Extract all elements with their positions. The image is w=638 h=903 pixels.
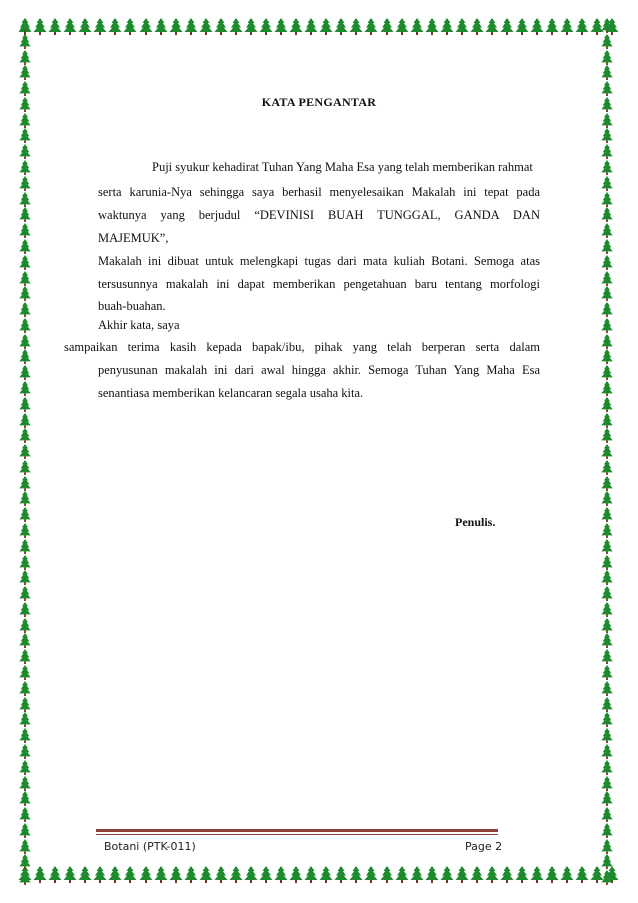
pine-tree-icon xyxy=(470,866,484,883)
pine-tree-icon xyxy=(600,776,614,791)
paragraph-line: waktunya yang berjudul “DEVINISI BUAH TUNGGAL, GANDA DAN xyxy=(98,208,540,222)
pine-tree-icon xyxy=(123,18,137,35)
pine-tree-icon xyxy=(600,854,614,869)
pine-tree-icon xyxy=(600,602,614,617)
pine-tree-icon xyxy=(600,460,614,475)
pine-tree-icon xyxy=(600,381,614,396)
pine-tree-icon xyxy=(18,144,32,159)
pine-tree-icon xyxy=(259,18,273,35)
pine-tree-icon xyxy=(575,18,589,35)
pine-tree-icon xyxy=(600,34,614,49)
footer-rule xyxy=(96,829,498,832)
pine-tree-icon xyxy=(18,18,32,33)
pine-tree-icon xyxy=(600,50,614,65)
pine-tree-icon xyxy=(18,523,32,538)
pine-tree-icon xyxy=(380,866,394,883)
pine-tree-icon xyxy=(18,128,32,143)
pine-tree-icon xyxy=(18,365,32,380)
pine-tree-icon xyxy=(93,866,107,883)
pine-tree-icon xyxy=(600,239,614,254)
pine-tree-icon xyxy=(600,318,614,333)
footer-rule-thin xyxy=(96,834,498,835)
pine-tree-icon xyxy=(18,618,32,633)
pine-tree-icon xyxy=(169,18,183,35)
paragraph-line: Akhir kata, saya xyxy=(98,318,180,332)
pine-tree-icon xyxy=(18,476,32,491)
pine-tree-icon xyxy=(18,586,32,601)
pine-tree-icon xyxy=(139,866,153,883)
pine-tree-icon xyxy=(600,192,614,207)
pine-tree-icon xyxy=(274,866,288,883)
pine-tree-icon xyxy=(214,18,228,35)
pine-tree-icon xyxy=(18,555,32,570)
pine-tree-icon xyxy=(560,18,574,35)
signature: Penulis. xyxy=(455,515,496,529)
pine-tree-icon xyxy=(18,349,32,364)
pine-tree-icon xyxy=(18,870,32,885)
paragraph-line: MAJEMUK”, xyxy=(98,231,169,245)
pine-tree-icon xyxy=(600,618,614,633)
pine-tree-icon xyxy=(600,839,614,854)
pine-tree-icon xyxy=(108,18,122,35)
pine-tree-icon xyxy=(545,866,559,883)
pine-tree-icon xyxy=(244,18,258,35)
pine-tree-icon xyxy=(515,18,529,35)
pine-tree-icon xyxy=(600,476,614,491)
pine-tree-icon xyxy=(349,866,363,883)
pine-tree-icon xyxy=(425,866,439,883)
pine-tree-icon xyxy=(440,866,454,883)
pine-tree-icon xyxy=(184,18,198,35)
pine-tree-icon xyxy=(199,18,213,35)
pine-tree-icon xyxy=(18,160,32,175)
pine-tree-icon xyxy=(18,192,32,207)
pine-tree-icon xyxy=(600,712,614,727)
pine-tree-icon xyxy=(229,866,243,883)
pine-tree-icon xyxy=(380,18,394,35)
pine-tree-icon xyxy=(18,381,32,396)
pine-tree-icon xyxy=(600,791,614,806)
pine-tree-icon xyxy=(108,866,122,883)
pine-tree-icon xyxy=(600,223,614,238)
pine-tree-icon xyxy=(63,18,77,35)
pine-tree-icon xyxy=(600,255,614,270)
pine-tree-icon xyxy=(530,18,544,35)
pine-tree-icon xyxy=(600,507,614,522)
pine-tree-icon xyxy=(560,866,574,883)
pine-tree-icon xyxy=(410,866,424,883)
pine-tree-icon xyxy=(48,18,62,35)
pine-tree-icon xyxy=(364,18,378,35)
pine-tree-icon xyxy=(600,65,614,80)
pine-tree-icon xyxy=(18,460,32,475)
pine-tree-icon xyxy=(600,570,614,585)
paragraph-line: sampaikan terima kasih kepada bapak/ibu, pihak yang telah berperan serta dalam xyxy=(64,340,540,354)
pine-tree-icon xyxy=(18,34,32,49)
pine-tree-icon xyxy=(349,18,363,35)
pine-tree-icon xyxy=(18,697,32,712)
pine-tree-icon xyxy=(18,807,32,822)
pine-tree-icon xyxy=(18,397,32,412)
pine-tree-icon xyxy=(530,866,544,883)
pine-tree-icon xyxy=(545,18,559,35)
pine-tree-icon xyxy=(515,866,529,883)
page-border-left xyxy=(18,18,38,886)
pine-tree-icon xyxy=(214,866,228,883)
pine-tree-icon xyxy=(600,760,614,775)
pine-tree-icon xyxy=(18,444,32,459)
pine-tree-icon xyxy=(600,128,614,143)
pine-tree-icon xyxy=(364,866,378,883)
pine-tree-icon xyxy=(600,176,614,191)
pine-tree-icon xyxy=(600,523,614,538)
footer-page-number: Page 2 xyxy=(465,840,503,853)
pine-tree-icon xyxy=(600,444,614,459)
pine-tree-icon xyxy=(600,807,614,822)
pine-tree-icon xyxy=(600,113,614,128)
pine-tree-icon xyxy=(229,18,243,35)
pine-tree-icon xyxy=(600,491,614,506)
pine-tree-icon xyxy=(600,870,614,885)
pine-tree-icon xyxy=(334,866,348,883)
pine-tree-icon xyxy=(485,866,499,883)
pine-tree-icon xyxy=(18,65,32,80)
pine-tree-icon xyxy=(154,18,168,35)
pine-tree-icon xyxy=(18,839,32,854)
pine-tree-icon xyxy=(304,18,318,35)
pine-tree-icon xyxy=(500,866,514,883)
paragraph-line: penyusunan makalah ini dari awal hingga akhir. Semoga Tuhan Yang Maha Esa xyxy=(98,363,540,377)
pine-tree-icon xyxy=(600,633,614,648)
pine-tree-icon xyxy=(18,286,32,301)
paragraph-line: senantiasa memberikan kelancaran segala usaha kita. xyxy=(98,386,364,400)
pine-tree-icon xyxy=(600,697,614,712)
pine-tree-icon xyxy=(259,866,273,883)
pine-tree-icon xyxy=(319,866,333,883)
pine-tree-icon xyxy=(600,81,614,96)
pine-tree-icon xyxy=(93,18,107,35)
pine-tree-icon xyxy=(600,744,614,759)
pine-tree-icon xyxy=(600,413,614,428)
pine-tree-icon xyxy=(18,649,32,664)
pine-tree-icon xyxy=(18,665,32,680)
pine-tree-icon xyxy=(455,18,469,35)
paragraph-line: Puji syukur kehadirat Tuhan Yang Maha Esa yang telah memberikan rahmat xyxy=(152,160,533,174)
pine-tree-icon xyxy=(139,18,153,35)
pine-tree-icon xyxy=(18,491,32,506)
pine-tree-icon xyxy=(18,760,32,775)
pine-tree-icon xyxy=(600,728,614,743)
pine-tree-icon xyxy=(18,681,32,696)
pine-tree-icon xyxy=(319,18,333,35)
pine-tree-icon xyxy=(600,397,614,412)
pine-tree-icon xyxy=(78,866,92,883)
pine-tree-icon xyxy=(600,271,614,286)
pine-tree-icon xyxy=(600,365,614,380)
pine-tree-icon xyxy=(18,539,32,554)
pine-tree-icon xyxy=(18,113,32,128)
pine-tree-icon xyxy=(600,302,614,317)
pine-tree-icon xyxy=(18,223,32,238)
pine-tree-icon xyxy=(154,866,168,883)
pine-tree-icon xyxy=(600,823,614,838)
pine-tree-icon xyxy=(18,428,32,443)
page-title: KATA PENGANTAR xyxy=(261,95,377,109)
pine-tree-icon xyxy=(18,854,32,869)
pine-tree-icon xyxy=(289,866,303,883)
pine-tree-icon xyxy=(18,791,32,806)
pine-tree-icon xyxy=(274,18,288,35)
pine-tree-icon xyxy=(48,866,62,883)
pine-tree-icon xyxy=(600,428,614,443)
pine-tree-icon xyxy=(425,18,439,35)
pine-tree-icon xyxy=(600,286,614,301)
pine-tree-icon xyxy=(18,744,32,759)
pine-tree-icon xyxy=(600,207,614,222)
pine-tree-icon xyxy=(600,160,614,175)
pine-tree-icon xyxy=(470,18,484,35)
pine-tree-icon xyxy=(123,866,137,883)
footer-course-label: Botani (PTK-011) xyxy=(104,840,196,853)
pine-tree-icon xyxy=(18,570,32,585)
pine-tree-icon xyxy=(18,81,32,96)
pine-tree-icon xyxy=(18,602,32,617)
page-border-bottom xyxy=(18,866,620,886)
pine-tree-icon xyxy=(18,50,32,65)
pine-tree-icon xyxy=(575,866,589,883)
pine-tree-icon xyxy=(410,18,424,35)
pine-tree-icon xyxy=(600,555,614,570)
pine-tree-icon xyxy=(600,539,614,554)
pine-tree-icon xyxy=(289,18,303,35)
pine-tree-icon xyxy=(600,349,614,364)
pine-tree-icon xyxy=(600,144,614,159)
pine-tree-icon xyxy=(440,18,454,35)
pine-tree-icon xyxy=(600,586,614,601)
pine-tree-icon xyxy=(304,866,318,883)
pine-tree-icon xyxy=(600,665,614,680)
pine-tree-icon xyxy=(18,239,32,254)
pine-tree-icon xyxy=(18,207,32,222)
paragraph-line: tersusunnya makalah ini dapat memberikan pengetahuan baru tentang morfologi xyxy=(98,277,540,291)
pine-tree-icon xyxy=(485,18,499,35)
pine-tree-icon xyxy=(244,866,258,883)
pine-tree-icon xyxy=(18,633,32,648)
pine-tree-icon xyxy=(334,18,348,35)
pine-tree-icon xyxy=(395,866,409,883)
paragraph-line: Makalah ini dibuat untuk melengkapi tugas dari mata kuliah Botani. Semoga atas xyxy=(98,254,540,268)
pine-tree-icon xyxy=(18,302,32,317)
paragraph-line: serta karunia-Nya sehingga saya berhasil menyelesaikan Makalah ini tepat pada xyxy=(98,185,540,199)
pine-tree-icon xyxy=(600,681,614,696)
pine-tree-icon xyxy=(18,728,32,743)
pine-tree-icon xyxy=(199,866,213,883)
pine-tree-icon xyxy=(455,866,469,883)
pine-tree-icon xyxy=(18,255,32,270)
paragraph-line: buah-buahan. xyxy=(98,299,166,313)
pine-tree-icon xyxy=(18,823,32,838)
pine-tree-icon xyxy=(18,776,32,791)
pine-tree-icon xyxy=(18,176,32,191)
page-border-top xyxy=(18,18,620,38)
page-border-right xyxy=(600,18,620,886)
pine-tree-icon xyxy=(500,18,514,35)
pine-tree-icon xyxy=(18,712,32,727)
pine-tree-icon xyxy=(18,334,32,349)
pine-tree-icon xyxy=(600,334,614,349)
pine-tree-icon xyxy=(63,866,77,883)
pine-tree-icon xyxy=(18,507,32,522)
pine-tree-icon xyxy=(18,271,32,286)
pine-tree-icon xyxy=(78,18,92,35)
pine-tree-icon xyxy=(184,866,198,883)
pine-tree-icon xyxy=(18,413,32,428)
pine-tree-icon xyxy=(600,649,614,664)
pine-tree-icon xyxy=(169,866,183,883)
pine-tree-icon xyxy=(600,18,614,33)
pine-tree-icon xyxy=(18,318,32,333)
pine-tree-icon xyxy=(395,18,409,35)
